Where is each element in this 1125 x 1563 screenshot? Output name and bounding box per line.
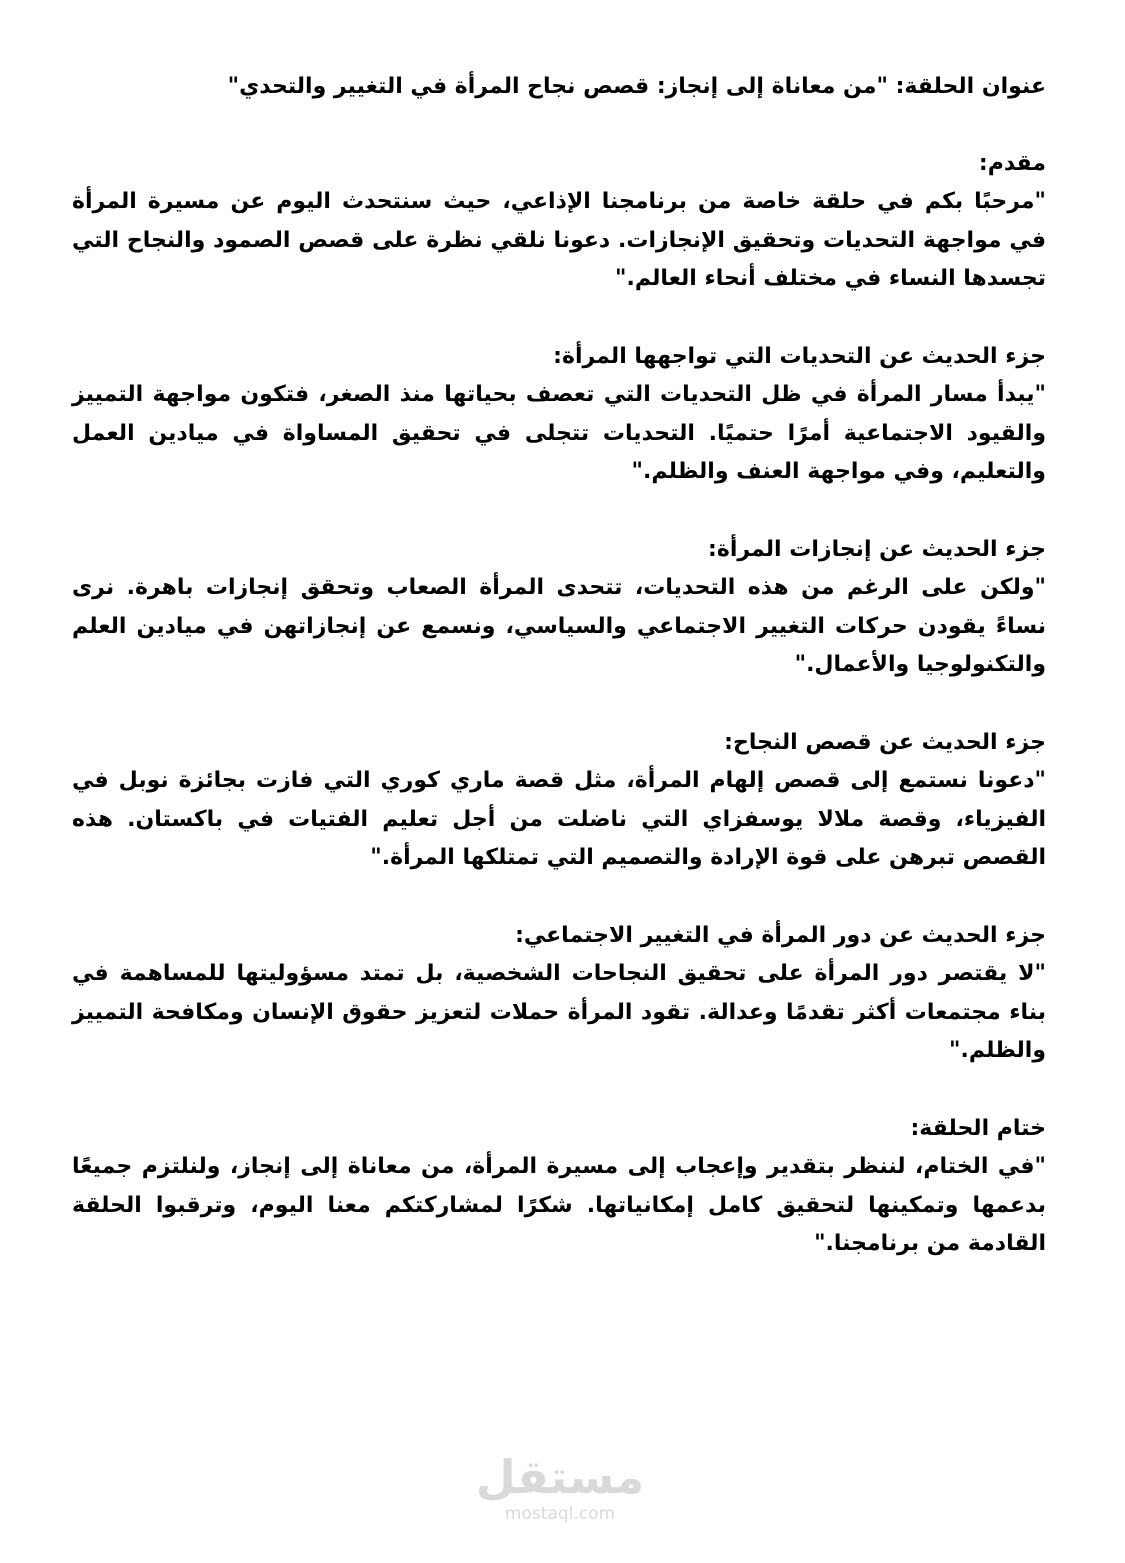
section-paragraph: "ولكن على الرغم من هذه التحديات، تتحدى المرأة الصعاب وتحقق إنجازات باهرة. نرى نساءً يقودن حركات التغيير الاجتماعي والسياسي، ونسمع عن إنجازاتهن في ميادين العلم والتكنولوجيا والأعمال."	[72, 575, 1046, 677]
section-paragraph: "في الختام، لننظر بتقدير وإعجاب إلى مسيرة المرأة، من معاناة إلى إنجاز، ولنلتزم جميعًا بدعمها وتمكينها لتحقيق كامل إمكانياتها. شكرًا لمشاركتكم معنا اليوم، وترقبوا الحلقة القادمة من برنامجنا."	[72, 1154, 1046, 1256]
section-paragraph: "دعونا نستمع إلى قصص إلهام المرأة، مثل قصة ماري كوري التي فازت بجائزة نوبل في الفيزياء، وقصة ملالا يوسفزاي التي ناضلت من أجل تعليم الفتيات في باكستان. هذه القصص تبرهن على قوة الإرادة والتصميم التي تمتلكها المرأة."	[72, 768, 1046, 870]
section-heading: مقدم:	[978, 150, 1046, 176]
mostaql-watermark	[470, 1450, 650, 1524]
section-intro	[72, 145, 1046, 299]
section-success-stories	[72, 724, 1046, 878]
document-body	[72, 68, 1046, 1303]
section-heading: جزء الحديث عن التحديات التي تواجهها المرأة:	[553, 343, 1046, 369]
section-paragraph: "مرحبًا بكم في حلقة خاصة من برنامجنا الإذاعي، حيث سنتحدث اليوم عن مسيرة المرأة في مواجهة التحديات وتحقيق الإنجازات. دعونا نلقي نظرة على قصص الصمود والنجاح التي تجسدها النساء في مختلف أنحاء العالم."	[72, 189, 1046, 291]
section-heading: جزء الحديث عن دور المرأة في التغيير الاجتماعي:	[515, 922, 1046, 948]
section-closing	[72, 1110, 1046, 1264]
watermark-logo: مستقل	[475, 1450, 645, 1504]
section-paragraph: "لا يقتصر دور المرأة على تحقيق النجاحات الشخصية، بل تمتد مسؤوليتها للمساهمة في بناء مجتمعات أكثر تقدمًا وعدالة. تقود المرأة حملات لتعزيز حقوق الإنسان ومكافحة التمييز والظلم."	[72, 961, 1046, 1063]
episode-title: عنوان الحلقة: "من معاناة إلى إنجاز: قصص نجاح المرأة في التغيير والتحدي"	[227, 74, 1046, 99]
section-achievements	[72, 531, 1046, 685]
watermark-url: mostaql.com	[504, 1504, 616, 1524]
section-heading: جزء الحديث عن قصص النجاح:	[724, 729, 1046, 755]
section-paragraph: "يبدأ مسار المرأة في ظل التحديات التي تعصف بحياتها منذ الصغر، فتكون مواجهة التمييز والقيود الاجتماعية أمرًا حتميًا. التحديات تتجلى في تحقيق المساواة في ميادين العمل والتعليم، وفي مواجهة العنف والظلم."	[72, 382, 1046, 484]
section-heading: ختام الحلقة:	[910, 1115, 1046, 1141]
section-social-change	[72, 917, 1046, 1071]
section-challenges	[72, 338, 1046, 492]
section-heading: جزء الحديث عن إنجازات المرأة:	[708, 536, 1046, 562]
